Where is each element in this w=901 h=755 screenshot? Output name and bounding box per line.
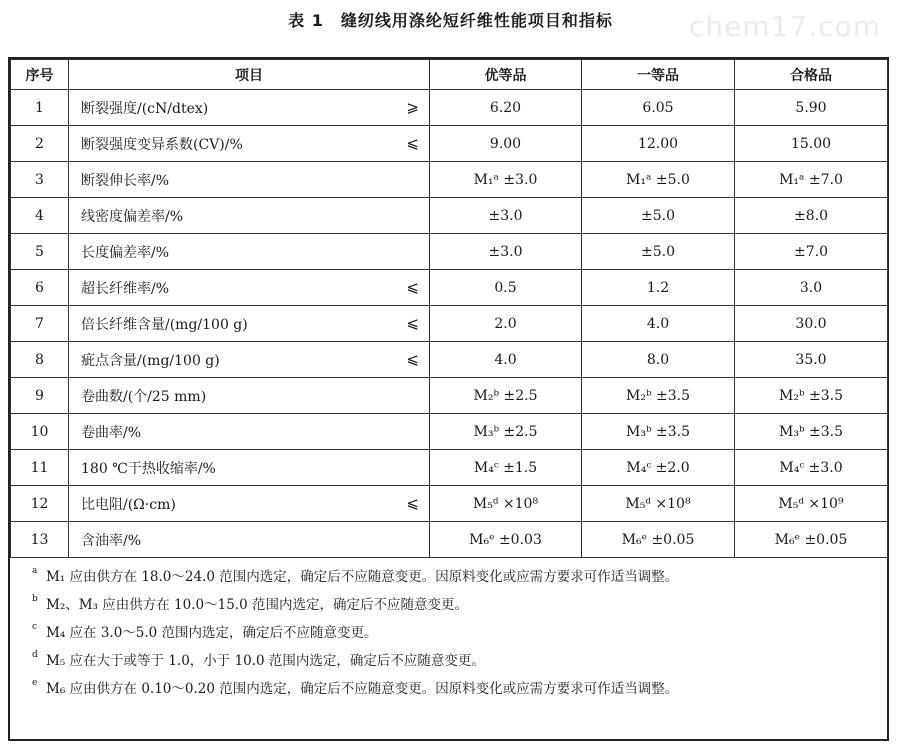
row-item bbox=[69, 342, 430, 378]
table-title: 表 1 缝纫线用涤纶短纤维性能项目和指标 bbox=[288, 11, 613, 30]
grade1-value: M₅ᵈ ×10⁸ bbox=[430, 486, 582, 522]
footnote bbox=[32, 647, 887, 675]
grade2-value: M₃ᵇ ±3.5 bbox=[582, 414, 735, 450]
grade3-value: M₁ᵃ ±7.0 bbox=[735, 162, 888, 198]
grade2-value: 1.2 bbox=[582, 270, 735, 306]
grade3-value: M₃ᵇ ±3.5 bbox=[735, 414, 888, 450]
footnote bbox=[32, 675, 887, 703]
table-row bbox=[11, 450, 888, 486]
footnote-text: M₄ 应在 3.0～5.0 范围内选定，确定后不应随意变更。 bbox=[46, 625, 378, 641]
row-number: 3 bbox=[11, 162, 69, 198]
footnote-mark: b bbox=[32, 594, 38, 604]
item-label: 断裂强度/(cN/dtex) bbox=[81, 100, 209, 117]
item-label: 线密度偏差率/% bbox=[81, 208, 184, 225]
row-number: 9 bbox=[11, 378, 69, 414]
footnote bbox=[32, 619, 887, 647]
grade2-value: 4.0 bbox=[582, 306, 735, 342]
row-number: 10 bbox=[11, 414, 69, 450]
grade1-value: M₃ᵇ ±2.5 bbox=[430, 414, 582, 450]
table-row bbox=[11, 198, 888, 234]
row-number: 2 bbox=[11, 126, 69, 162]
table-row bbox=[11, 522, 888, 558]
table-row bbox=[11, 234, 888, 270]
row-item bbox=[69, 234, 430, 270]
row-item bbox=[69, 414, 430, 450]
grade3-value: M₄ᶜ ±3.0 bbox=[735, 450, 888, 486]
grade1-value: M₁ᵃ ±3.0 bbox=[430, 162, 582, 198]
table-row bbox=[11, 486, 888, 522]
table-row bbox=[11, 414, 888, 450]
grade2-value: 12.00 bbox=[582, 126, 735, 162]
table-row bbox=[11, 270, 888, 306]
table-row bbox=[11, 90, 888, 126]
comparison-operator: ⩽ bbox=[406, 494, 419, 512]
row-item bbox=[69, 90, 430, 126]
grade3-value: M₅ᵈ ×10⁹ bbox=[735, 486, 888, 522]
comparison-operator: ⩽ bbox=[406, 314, 419, 332]
row-number: 5 bbox=[11, 234, 69, 270]
row-number: 1 bbox=[11, 90, 69, 126]
header-row bbox=[11, 60, 888, 90]
grade3-value: 30.0 bbox=[735, 306, 888, 342]
grade2-value: 8.0 bbox=[582, 342, 735, 378]
table-frame bbox=[8, 57, 889, 741]
item-label: 疵点含量/(mg/100 g) bbox=[81, 352, 220, 369]
footnote-mark: e bbox=[32, 678, 38, 688]
footnote-mark: c bbox=[32, 622, 38, 632]
item-label: 180 ℃干热收缩率/% bbox=[81, 460, 216, 477]
item-label: 卷曲数/(个/25 mm) bbox=[81, 388, 207, 405]
header-grade2: 一等品 bbox=[582, 60, 735, 90]
grade2-value: M₂ᵇ ±3.5 bbox=[582, 378, 735, 414]
row-item bbox=[69, 270, 430, 306]
comparison-operator: ⩽ bbox=[406, 134, 419, 152]
header-item: 项目 bbox=[69, 60, 430, 90]
grade1-value: ±3.0 bbox=[430, 198, 582, 234]
grade3-value: M₂ᵇ ±3.5 bbox=[735, 378, 888, 414]
table-row bbox=[11, 126, 888, 162]
row-number: 13 bbox=[11, 522, 69, 558]
footnote-text: M₆ 应由供方在 0.10～0.20 范围内选定，确定后不应随意变更。因原料变化或应需方要求可作适当调整。 bbox=[46, 681, 679, 697]
header-grade3: 合格品 bbox=[735, 60, 888, 90]
row-item bbox=[69, 378, 430, 414]
comparison-operator: ⩽ bbox=[406, 350, 419, 368]
grade2-value: 6.05 bbox=[582, 90, 735, 126]
grade3-value: 3.0 bbox=[735, 270, 888, 306]
footnotes bbox=[10, 563, 887, 703]
grade1-value: 2.0 bbox=[430, 306, 582, 342]
row-number: 11 bbox=[11, 450, 69, 486]
grade1-value: 6.20 bbox=[430, 90, 582, 126]
item-label: 比电阻/(Ω·cm) bbox=[81, 496, 176, 513]
grade3-value: M₆ᵉ ±0.05 bbox=[735, 522, 888, 558]
grade1-value: 9.00 bbox=[430, 126, 582, 162]
spec-table bbox=[10, 59, 888, 558]
grade2-value: M₁ᵃ ±5.0 bbox=[582, 162, 735, 198]
grade2-value: M₄ᶜ ±2.0 bbox=[582, 450, 735, 486]
footnote-mark: a bbox=[32, 566, 38, 576]
footnote-text: M₁ 应由供方在 18.0～24.0 范围内选定，确定后不应随意变更。因原料变化或应需方要求可作适当调整。 bbox=[46, 569, 679, 585]
row-item bbox=[69, 450, 430, 486]
footnote bbox=[32, 563, 887, 591]
row-number: 7 bbox=[11, 306, 69, 342]
table-row bbox=[11, 306, 888, 342]
table-row bbox=[11, 342, 888, 378]
header-no: 序号 bbox=[11, 60, 69, 90]
item-label: 断裂强度变异系数(CV)/% bbox=[81, 136, 243, 153]
grade2-value: M₆ᵉ ±0.05 bbox=[582, 522, 735, 558]
grade1-value: 0.5 bbox=[430, 270, 582, 306]
item-label: 断裂伸长率/% bbox=[81, 172, 170, 189]
item-label: 超长纤维率/% bbox=[81, 280, 170, 297]
header-grade1: 优等品 bbox=[430, 60, 582, 90]
row-number: 8 bbox=[11, 342, 69, 378]
footnote-text: M₂、M₃ 应由供方在 10.0～15.0 范围内选定，确定后不应随意变更。 bbox=[46, 597, 468, 613]
grade3-value: 15.00 bbox=[735, 126, 888, 162]
row-number: 4 bbox=[11, 198, 69, 234]
grade1-value: M₄ᶜ ±1.5 bbox=[430, 450, 582, 486]
footnote-text: M₅ 应在大于或等于 1.0，小于 10.0 范围内选定，确定后不应随意变更。 bbox=[46, 653, 485, 669]
row-item bbox=[69, 162, 430, 198]
footnote-mark: d bbox=[32, 650, 38, 660]
item-label: 含油率/% bbox=[81, 532, 142, 549]
row-item bbox=[69, 198, 430, 234]
table-row bbox=[11, 162, 888, 198]
table-body bbox=[11, 90, 888, 558]
grade3-value: ±8.0 bbox=[735, 198, 888, 234]
comparison-operator: ⩽ bbox=[406, 278, 419, 296]
item-label: 卷曲率/% bbox=[81, 424, 142, 441]
grade1-value: ±3.0 bbox=[430, 234, 582, 270]
row-item bbox=[69, 486, 430, 522]
item-label: 倍长纤维含量/(mg/100 g) bbox=[81, 316, 248, 333]
row-item bbox=[69, 126, 430, 162]
grade3-value: ±7.0 bbox=[735, 234, 888, 270]
grade3-value: 5.90 bbox=[735, 90, 888, 126]
row-number: 12 bbox=[11, 486, 69, 522]
table-row bbox=[11, 378, 888, 414]
row-item bbox=[69, 522, 430, 558]
grade2-value: ±5.0 bbox=[582, 234, 735, 270]
grade1-value: M₂ᵇ ±2.5 bbox=[430, 378, 582, 414]
item-label: 长度偏差率/% bbox=[81, 244, 170, 261]
grade3-value: 35.0 bbox=[735, 342, 888, 378]
grade2-value: M₅ᵈ ×10⁸ bbox=[582, 486, 735, 522]
footnote bbox=[32, 591, 887, 619]
watermark: chem17.com bbox=[689, 10, 881, 43]
row-item bbox=[69, 306, 430, 342]
grade2-value: ±5.0 bbox=[582, 198, 735, 234]
grade1-value: 4.0 bbox=[430, 342, 582, 378]
comparison-operator: ⩾ bbox=[406, 98, 419, 116]
row-number: 6 bbox=[11, 270, 69, 306]
grade1-value: M₆ᵉ ±0.03 bbox=[430, 522, 582, 558]
